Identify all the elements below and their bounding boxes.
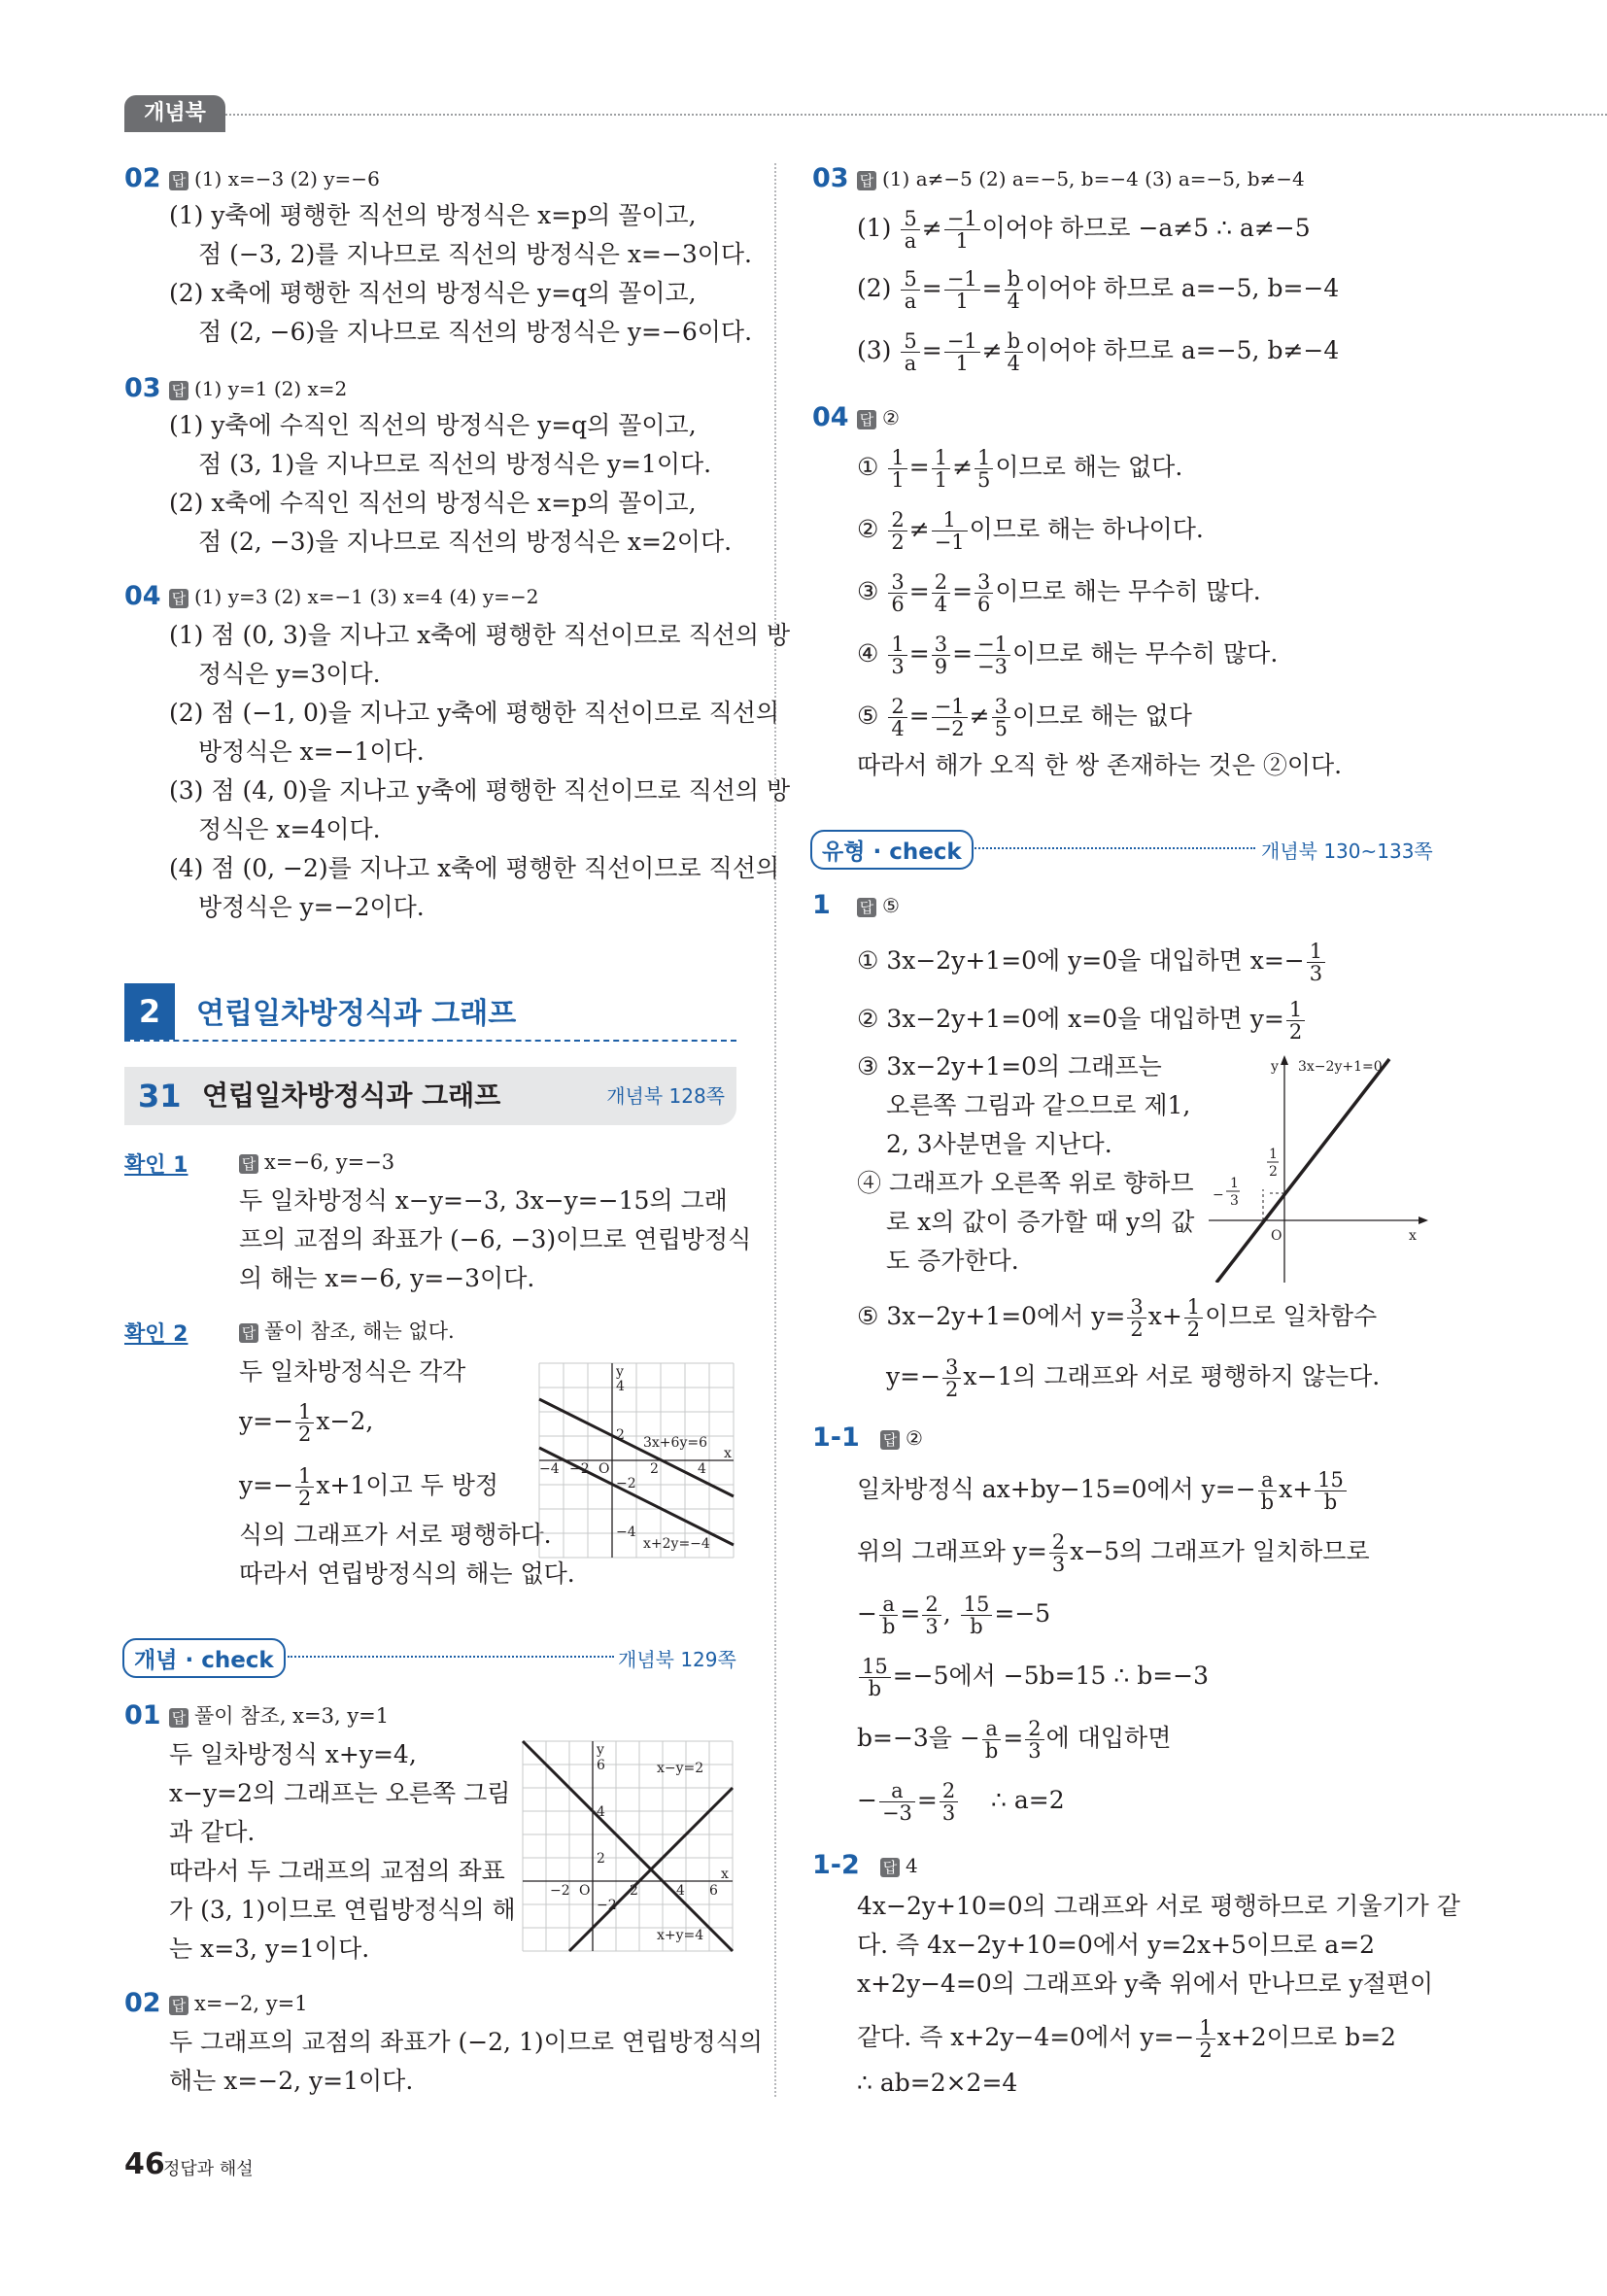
c01-line4: 따라서 두 그래프의 교점의 좌표 [169,1857,505,1885]
svg-text:O: O [1271,1228,1282,1244]
svg-text:4: 4 [597,1804,605,1820]
r-q04-line4: ④ $\frac{1}{3}$ = $\frac{3}{9}$ = $\frac{-1}{-3}$ 이므로 해는 무수히 많다. [857,633,1279,678]
svg-text:−2: −2 [550,1883,570,1899]
svg-text:4: 4 [698,1461,706,1477]
answer-icon: 답 [857,171,876,190]
r-q03-line3: (3) $\frac{5}{a}$ = $\frac{-1}{1}$ ≠ $\frac{b}{4}$ 이어야 하므로 a=−5, b≠−4 [857,329,1340,375]
r-q04-number: 04 [812,402,849,432]
r-q03-line2: (2) $\frac{5}{a}$ = $\frac{-1}{1}$ = $\frac{b}{4}$ 이어야 하므로 a=−5, b=−4 [857,267,1340,313]
check1-line2: 프의 교점의 좌표가 (−6, −3)이므로 연립방정식 [239,1225,752,1253]
r-q04-line1: ① $\frac{1}{1}$ = $\frac{1}{1}$ ≠ $\frac{1}{5}$ 이므로 해는 없다. [857,446,1183,492]
svg-text:−2: −2 [597,1898,617,1913]
p1-1-answer: 답 ② [880,1422,923,1454]
unit-reference: 개념북 128쪽 [606,1084,725,1108]
r-q04-conclusion: 따라서 해가 오직 한 쌍 존재하는 것은 ②이다. [857,751,1343,779]
svg-text:x: x [1409,1228,1417,1244]
concept-check-ref: 개념북 129쪽 [618,1648,736,1671]
section-number: 2 [124,983,175,1040]
p1-1-line1: 일차방정식 ax+by−15=0에서 y=− $\frac{a}{b}$ x+ $\frac{15}{b}$ [857,1469,1349,1513]
p1-2-line1: 4x−2y+10=0의 그래프와 서로 평행하므로 기울기가 같 [857,1892,1460,1920]
svg-text:x+y=4: x+y=4 [657,1928,704,1943]
r-q03-number: 03 [812,163,849,193]
p1-number: 1 [812,890,831,920]
p1-line1: ① 3x−2y+1=0에 y=0을 대입하면 x=− $\frac{1}{3}$ [857,941,1327,984]
svg-text:4: 4 [676,1883,685,1899]
p1-2-line5: ∴ ab=2×2=4 [857,2069,1018,2097]
q04-line5: (3) 점 (4, 0)을 지나고 y축에 평행한 직선이므로 직선의 방 [169,776,791,805]
p1-2-number: 1-2 [812,1850,860,1880]
check1-label: 확인 1 [124,1153,188,1178]
svg-text:2: 2 [616,1427,625,1443]
section-rule [124,1040,736,1042]
answer-icon: 답 [239,1323,258,1343]
section-title: 연립일차방정식과 그래프 [196,997,517,1031]
svg-text:2: 2 [630,1883,638,1899]
svg-text:2: 2 [597,1851,605,1867]
p1-2-line4: 같다. 즉 x+2y−4=0에서 y=− $\frac{1}{2}$ x+2이므로 b=2 [857,2016,1396,2062]
c01-line1: 두 일차방정식 x+y=4, [169,1740,417,1768]
q02-answer: 답 (1) x=−3 (2) y=−6 [169,163,380,194]
check2-line3: y=− $\frac{1}{2}$ x+1이고 두 방정 [239,1464,499,1510]
check2-line4: 식의 그래프가 서로 평행하다. [239,1521,552,1549]
check2-line2: y=− $\frac{1}{2}$ x−2, [239,1400,374,1446]
c01-line5: 가 (3, 1)이므로 연립방정식의 해 [169,1896,516,1924]
c02-number: 02 [124,1988,161,2018]
answer-icon: 답 [857,898,876,917]
check2-graph [536,1360,736,1560]
q04-number: 04 [124,581,161,611]
column-divider [774,163,776,2097]
q02-line2: 점 (−3, 2)를 지나므로 직선의 방정식은 x=−3이다. [198,240,752,268]
answer-icon: 답 [857,410,876,429]
svg-text:2: 2 [650,1461,659,1477]
p1-line3b: 오른쪽 그림과 같으므로 제1, [886,1091,1191,1119]
answer-icon: 답 [169,171,188,190]
check2-label: 확인 2 [124,1322,188,1347]
p1-line6: y=− $\frac{3}{2}$ x−1의 그래프와 서로 평행하지 않는다. [886,1355,1381,1401]
answer-icon: 답 [169,1708,188,1728]
r-q04-line5: ⑤ $\frac{2}{4}$ = $\frac{-1}{-2}$ ≠ $\frac{3}{5}$ 이므로 해는 없다 [857,695,1192,740]
p1-graph [1209,1053,1428,1283]
p1-1-line2: 위의 그래프와 y= $\frac{2}{3}$ x−5의 그래프가 일치하므로 [857,1530,1370,1576]
page-number: 46 [124,2147,165,2181]
unit-header [124,1067,736,1125]
svg-text:y: y [597,1742,604,1758]
svg-text:3x−2y+1=0: 3x−2y+1=0 [1298,1059,1383,1075]
p1-1-line6: − $\frac{a}{-3}$ = $\frac{2}{3}$ ∴ a=2 [857,1779,1065,1825]
footer-label: 정답과 해설 [163,2159,254,2179]
c02-line1: 두 그래프의 교점의 좌표가 (−2, 1)이므로 연립방정식의 [169,2028,763,2056]
q02-number: 02 [124,163,161,193]
svg-text:y: y [616,1364,624,1380]
r-q03-answer: 답 (1) a≠−5 (2) a=−5, b=−4 (3) a=−5, b≠−4 [857,163,1305,194]
q03-line1: (1) y축에 수직인 직선의 방정식은 y=q의 꼴이고, [169,411,697,439]
concept-check-rule [288,1656,614,1658]
q04-line1: (1) 점 (0, 3)을 지나고 x축에 평행한 직선이므로 직선의 방 [169,621,791,649]
c01-answer: 답 풀이 참조, x=3, y=1 [169,1700,389,1731]
q04-line6: 정식은 x=4이다. [198,815,381,843]
q03-answer: 답 (1) y=1 (2) x=2 [169,373,347,404]
p1-1-line5: b=−3을 − $\frac{a}{b}$ = $\frac{2}{3}$ 에 대입하면 [857,1717,1172,1763]
concept-check-label: 개념 · check [122,1638,286,1678]
q03-number: 03 [124,373,161,403]
svg-text:−4: −4 [539,1461,560,1477]
svg-text:4: 4 [616,1379,625,1394]
p1-2-line3: x+2y−4=0의 그래프와 y축 위에서 만나므로 y절편이 [857,1970,1434,1998]
svg-text:3: 3 [1230,1193,1239,1209]
p1-answer: 답 ⑤ [857,890,900,921]
q02-line1: (1) y축에 평행한 직선의 방정식은 x=p의 꼴이고, [169,201,697,229]
svg-text:y: y [1271,1059,1279,1075]
p1-1-number: 1-1 [812,1422,860,1453]
q03-line4: 점 (2, −3)을 지나므로 직선의 방정식은 x=2이다. [198,528,733,556]
q04-answer: 답 (1) y=3 (2) x=−1 (3) x=4 (4) y=−2 [169,581,538,612]
header-rule [225,114,1607,116]
q03-line2: 점 (3, 1)을 지나므로 직선의 방정식은 y=1이다. [198,450,712,478]
q04-line7: (4) 점 (0, −2)를 지나고 x축에 평행한 직선이므로 직선의 [169,854,779,882]
p1-line3c: 2, 3사분면을 지난다. [886,1130,1112,1158]
header-tab: 개념북 [124,95,225,132]
type-check-rule [972,847,1255,849]
p1-2-line2: 다. 즉 4x−2y+10=0에서 y=2x+5이므로 a=2 [857,1931,1376,1959]
answer-icon: 답 [169,381,188,400]
r-q04-line3: ③ $\frac{3}{6}$ = $\frac{2}{4}$ = $\frac{3}{6}$ 이므로 해는 무수히 많다. [857,570,1261,616]
r-q03-line1: (1) $\frac{5}{a}$ ≠ $\frac{-1}{1}$ 이어야 하므로 −a≠5 ∴ a≠−5 [857,207,1311,253]
answer-icon: 답 [169,589,188,608]
p1-line2: ② 3x−2y+1=0에 x=0을 대입하면 y= $\frac{1}{2}$ [857,999,1307,1043]
svg-text:O: O [598,1461,610,1477]
svg-text:3x+6y=6: 3x+6y=6 [643,1435,707,1451]
answer-icon: 답 [169,1996,188,2015]
p1-line5: ⑤ 3x−2y+1=0에서 y= $\frac{3}{2}$ x+ $\frac{1}{2}$ 이므로 일차함수 [857,1295,1378,1341]
q04-line3: (2) 점 (−1, 0)을 지나고 y축에 평행한 직선이므로 직선의 [169,699,780,727]
svg-text:O: O [579,1883,591,1899]
p1-2-answer: 답 4 [880,1850,918,1881]
q04-line4: 방정식은 x=−1이다. [198,737,425,766]
svg-text:6: 6 [709,1883,718,1899]
p1-1-line4: $\frac{15}{b}$ =−5에서 −5b=15 ∴ b=−3 [857,1656,1209,1699]
c01-line6: 는 x=3, y=1이다. [169,1935,370,1963]
unit-number: 31 [138,1078,182,1114]
type-check-ref: 개념북 130~133쪽 [1261,840,1433,863]
svg-text:x: x [721,1867,729,1882]
q02-line3: (2) x축에 평행한 직선의 방정식은 y=q의 꼴이고, [169,279,697,307]
q03-line3: (2) x축에 수직인 직선의 방정식은 x=p의 꼴이고, [169,489,697,517]
svg-text:−: − [1213,1187,1224,1203]
c01-graph [521,1739,735,1953]
check1-line3: 의 해는 x=−6, y=−3이다. [239,1264,535,1292]
p1-line3a: ③ 3x−2y+1=0의 그래프는 [857,1052,1162,1080]
r-q04-line2: ② $\frac{2}{2}$ ≠ $\frac{1}{-1}$ 이므로 해는 하나이다. [857,508,1204,554]
answer-icon: 답 [880,1430,900,1450]
c02-line2: 해는 x=−2, y=1이다. [169,2067,414,2095]
check1-line1: 두 일차방정식 x−y=−3, 3x−y=−15의 그래 [239,1186,728,1215]
svg-text:−4: −4 [616,1525,636,1540]
r-q04-answer: 답 ② [857,402,900,433]
svg-text:1: 1 [1230,1176,1239,1191]
svg-text:6: 6 [597,1758,605,1773]
svg-text:x+2y=−4: x+2y=−4 [643,1536,710,1552]
svg-text:−2: −2 [569,1461,590,1477]
type-check-label: 유형 · check [810,830,974,870]
q04-line2: 정식은 y=3이다. [198,660,381,688]
p1-line4c: 도 증가한다. [886,1247,1019,1275]
c01-number: 01 [124,1700,161,1731]
check1-answer: 답 x=−6, y=−3 [239,1147,394,1178]
answer-icon: 답 [880,1858,900,1877]
p1-line4a: ④ 그래프가 오른쪽 위로 향하므 [857,1169,1194,1197]
unit-title: 연립일차방정식과 그래프 [202,1079,501,1112]
svg-text:1: 1 [1269,1147,1278,1162]
svg-text:x−y=2: x−y=2 [657,1761,704,1776]
svg-text:2: 2 [1269,1164,1278,1180]
svg-text:x: x [724,1446,732,1461]
q04-line8: 방정식은 y=−2이다. [198,893,425,921]
c01-line2: x−y=2의 그래프는 오른쪽 그림 [169,1779,511,1807]
p1-line4b: 로 x의 값이 증가할 때 y의 값 [886,1208,1195,1236]
c02-answer: 답 x=−2, y=1 [169,1988,308,2019]
svg-text:−2: −2 [616,1476,636,1491]
check2-line5: 따라서 연립방정식의 해는 없다. [239,1559,575,1588]
check2-line1: 두 일차방정식은 각각 [239,1357,466,1386]
p1-1-line3: − $\frac{a}{b}$ = $\frac{2}{3}$ , $\frac{15}{b}$ =−5 [857,1593,1051,1638]
c01-line3: 과 같다. [169,1818,256,1846]
q02-line4: 점 (2, −6)을 지나므로 직선의 방정식은 y=−6이다. [198,318,753,346]
answer-icon: 답 [239,1154,258,1174]
check2-answer: 답 풀이 참조, 해는 없다. [239,1316,455,1347]
